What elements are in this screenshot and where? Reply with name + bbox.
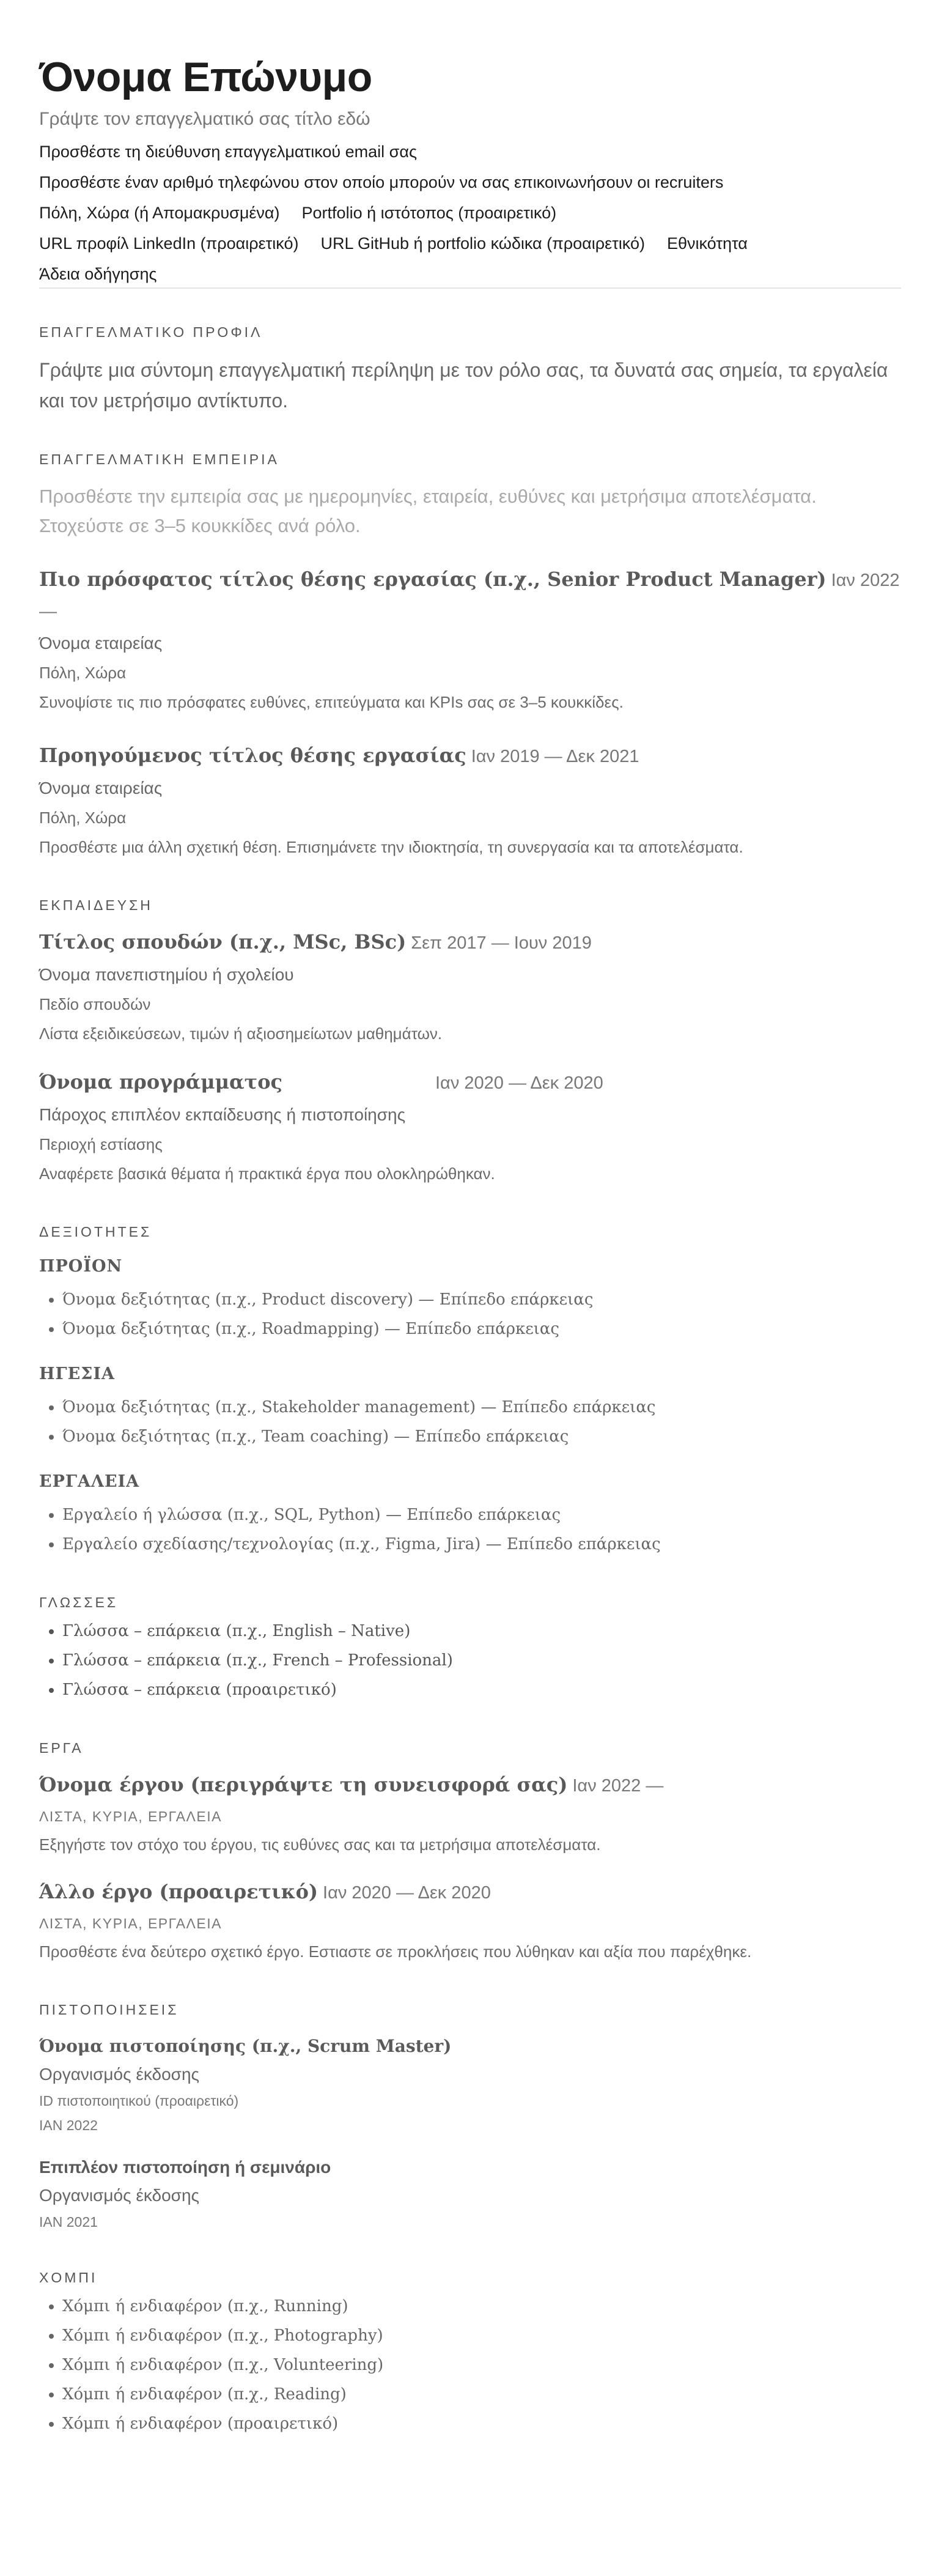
section-heading: ΓΛΩΣΣΕΣ xyxy=(39,1594,119,1610)
experience-entry xyxy=(39,741,900,862)
education-date: Σεπ 2017 — Ιουν 2019 xyxy=(411,933,592,953)
section-heading: ΕΚΠΑΙΔΕΥΣΗ xyxy=(39,897,153,913)
project-entry xyxy=(39,1771,900,1859)
list-item: • Χόμπι ή ενδιαφέρον (π.χ., Reading) xyxy=(62,2380,900,2409)
skill-list xyxy=(39,1393,900,1451)
experience-section xyxy=(39,450,900,862)
focus-area: Περιοχή εστίασης xyxy=(39,1135,163,1153)
skill-group-title: ΗΓΕΣΙΑ xyxy=(39,1364,115,1383)
contact-block xyxy=(39,141,900,285)
list-item: • Εργαλείο σχεδίασης/τεχνολογίας (π.χ., Figma, Jira) — Επίπεδο επάρκειας xyxy=(62,1530,900,1559)
contact-github[interactable]: URL GitHub ή portfolio κώδικα (προαιρετικό) xyxy=(320,234,645,253)
school-name: Όνομα πανεπιστημίου ή σχολείου xyxy=(39,965,294,984)
project-date: Ιαν 2022 — xyxy=(572,1776,664,1796)
job-description: Προσθέστε μια άλλη σχετική θέση. Επισημάνετε την ιδιοκτησία, τη συνεργασία και τα αποτελέσματα. xyxy=(39,838,743,856)
certifications-section xyxy=(39,2000,900,2234)
list-item: • Χόμπι ή ενδιαφέρον (π.χ., Volunteering) xyxy=(62,2350,900,2380)
education-section xyxy=(39,896,900,1188)
education-details: Λίστα εξειδικεύσεων, τιμών ή αξιοσημείωτων μαθημάτων. xyxy=(39,1024,443,1043)
experience-hint: Προσθέστε την εμπειρία σας με ημερομηνίες, εταιρεία, ευθύνες και μετρήσιμα αποτελέσματα. Στοχεύστε σε 3–5 κουκκίδες ανά ρόλο. xyxy=(39,486,817,536)
skill-list xyxy=(39,1285,900,1344)
hobby-list xyxy=(39,2292,900,2438)
certification-issuer: Οργανισμός έκδοσης xyxy=(39,2186,200,2205)
list-item: • Γλώσσα – επάρκεια (π.χ., English – Native) xyxy=(62,1616,900,1646)
section-heading: ΔΕΞΙΟΤΗΤΕΣ xyxy=(39,1224,152,1240)
certification-date: ΙΑΝ 2021 xyxy=(39,2214,98,2230)
degree-title: Τίτλος σπουδών (π.χ., MSc, BSc) xyxy=(39,930,407,953)
project-title: Όνομα έργου (περιγράψτε τη συνεισφορά σας) xyxy=(39,1773,568,1796)
languages-section xyxy=(39,1593,900,1704)
skill-group-title: ΠΡΟΪΟΝ xyxy=(39,1257,123,1276)
project-entry xyxy=(39,1878,900,1966)
full-name: Όνομα Επώνυμο xyxy=(39,54,372,100)
contact-license: Άδεια οδήγησης xyxy=(39,265,157,283)
contact-nationality: Εθνικότητα xyxy=(666,234,748,253)
company-name: Όνομα εταιρείας xyxy=(39,779,163,798)
list-item: • Όνομα δεξιότητας (π.χ., Product discovery) — Επίπεδο επάρκειας xyxy=(62,1285,900,1314)
job-title: Πιο πρόσφατος τίτλος θέσης εργασίας (π.χ., Senior Product Manager) xyxy=(39,568,827,591)
job-date: Ιαν 2022 — xyxy=(39,571,900,621)
project-date: Ιαν 2020 — Δεκ 2020 xyxy=(323,1883,491,1903)
list-item: • Χόμπι ή ενδιαφέρον (π.χ., Photography) xyxy=(62,2321,900,2350)
skill-list xyxy=(39,1500,900,1559)
project-description: Προσθέστε ένα δεύτερο σχετικό έργο. Εστιαστε σε προκλήσεις που λύθηκαν και αξία που παρέχθηκε. xyxy=(39,1942,752,1961)
certification-title: Όνομα πιστοποίησης (π.χ., Scrum Master) xyxy=(39,2036,452,2056)
section-heading: ΕΠΑΓΓΕΛΜΑΤΙΚΗ ΕΜΠΕΙΡΙΑ xyxy=(39,451,279,467)
certification-entry xyxy=(39,2032,900,2137)
list-item: • Εργαλείο ή γλώσσα (π.χ., SQL, Python) — Επίπεδο επάρκειας xyxy=(62,1500,900,1530)
contact-portfolio[interactable]: Portfolio ή ιστότοπος (προαιρετικό) xyxy=(301,204,557,222)
contact-phone[interactable]: Προσθέστε έναν αριθμό τηλεφώνου στον οποίο μπορούν να σας επικοινωνήσουν οι recruiters xyxy=(39,173,724,191)
contact-linkedin[interactable]: URL προφίλ LinkedIn (προαιρετικό) xyxy=(39,234,299,253)
list-item: • Χόμπι ή ενδιαφέρον (π.χ., Running) xyxy=(62,2292,900,2321)
education-entry xyxy=(39,928,900,1048)
skills-section xyxy=(39,1223,900,1559)
list-item: • Όνομα δεξιότητας (π.χ., Roadmapping) — Επίπεδο επάρκειας xyxy=(62,1314,900,1344)
certification-id: ID πιστοποιητικού (προαιρετικό) xyxy=(39,2093,239,2109)
list-item: • Γλώσσα – επάρκεια (π.χ., French – Professional) xyxy=(62,1646,900,1675)
professional-title: Γράψτε τον επαγγελματικό σας τίτλο εδώ xyxy=(39,109,370,129)
project-title: Άλλο έργο (προαιρετικό) xyxy=(39,1880,319,1903)
profile-summary: Γράψτε μια σύντομη επαγγελματική περίληψη με τον ρόλο σας, τα δυνατά σας σημεία, τα εργαλεία και τον μετρήσιμο αντίκτυπο. xyxy=(39,359,888,412)
section-heading: ΕΠΑΓΓΕΛΜΑΤΙΚΟ ΠΡΟΦΙΛ xyxy=(39,324,263,340)
hobbies-section xyxy=(39,2268,900,2438)
education-details: Αναφέρετε βασικά θέματα ή πρακτικά έργα που ολοκληρώθηκαν. xyxy=(39,1164,495,1183)
certification-title: Επιπλέον πιστοποίηση ή σεμινάριο xyxy=(39,2158,331,2177)
certification-date: ΙΑΝ 2022 xyxy=(39,2117,98,2133)
skill-group-title: ΕΡΓΑΛΕΙΑ xyxy=(39,1472,140,1491)
project-tags: ΛΙΣΤΑ, ΚΥΡΙΑ, ΕΡΓΑΛΕΙΑ xyxy=(39,1808,222,1824)
job-location: Πόλη, Χώρα xyxy=(39,809,127,827)
experience-entry xyxy=(39,565,900,717)
projects-section xyxy=(39,1739,900,1966)
contact-location: Πόλη, Χώρα (ή Απομακρυσμένα) xyxy=(39,204,280,222)
list-item: • Χόμπι ή ενδιαφέρον (προαιρετικό) xyxy=(62,2409,900,2438)
job-title: Προηγούμενος τίτλος θέσης εργασίας xyxy=(39,744,466,767)
company-name: Όνομα εταιρείας xyxy=(39,634,163,653)
section-heading: ΧΟΜΠΙ xyxy=(39,2270,98,2285)
field-of-study: Πεδίο σπουδών xyxy=(39,995,151,1013)
language-list xyxy=(39,1616,900,1704)
contact-email[interactable]: Προσθέστε τη διεύθυνση επαγγελματικού email σας xyxy=(39,142,417,161)
job-date: Ιαν 2019 — Δεκ 2021 xyxy=(471,747,639,766)
header-divider xyxy=(39,287,901,289)
list-item: • Όνομα δεξιότητας (π.χ., Team coaching) — Επίπεδο επάρκειας xyxy=(62,1422,900,1451)
education-entry xyxy=(39,1068,900,1188)
job-location: Πόλη, Χώρα xyxy=(39,664,127,682)
project-description: Εξηγήστε τον στόχο του έργου, τις ευθύνες σας και τα μετρήσιμα αποτελέσματα. xyxy=(39,1835,601,1854)
certification-entry xyxy=(39,2153,900,2234)
list-item: • Γλώσσα – επάρκεια (προαιρετικό) xyxy=(62,1675,900,1704)
certification-issuer: Οργανισμός έκδοσης xyxy=(39,2065,200,2084)
provider-name: Πάροχος επιπλέον εκπαίδευσης ή πιστοποίησης xyxy=(39,1105,406,1124)
section-heading: ΠΙΣΤΟΠΟΙΗΣΕΙΣ xyxy=(39,2002,179,2018)
job-description: Συνοψίστε τις πιο πρόσφατες ευθύνες, επιτεύγματα και KPIs σας σε 3–5 κουκκίδες. xyxy=(39,693,624,711)
list-item: • Όνομα δεξιότητας (π.χ., Stakeholder management) — Επίπεδο επάρκειας xyxy=(62,1393,900,1422)
section-heading: ΕΡΓΑ xyxy=(39,1740,84,1756)
project-tags: ΛΙΣΤΑ, ΚΥΡΙΑ, ΕΡΓΑΛΕΙΑ xyxy=(39,1915,222,1931)
profile-section xyxy=(39,323,900,416)
education-date: Ιαν 2020 — Δεκ 2020 xyxy=(435,1073,603,1093)
program-title: Όνομα προγράμματος xyxy=(39,1070,283,1094)
